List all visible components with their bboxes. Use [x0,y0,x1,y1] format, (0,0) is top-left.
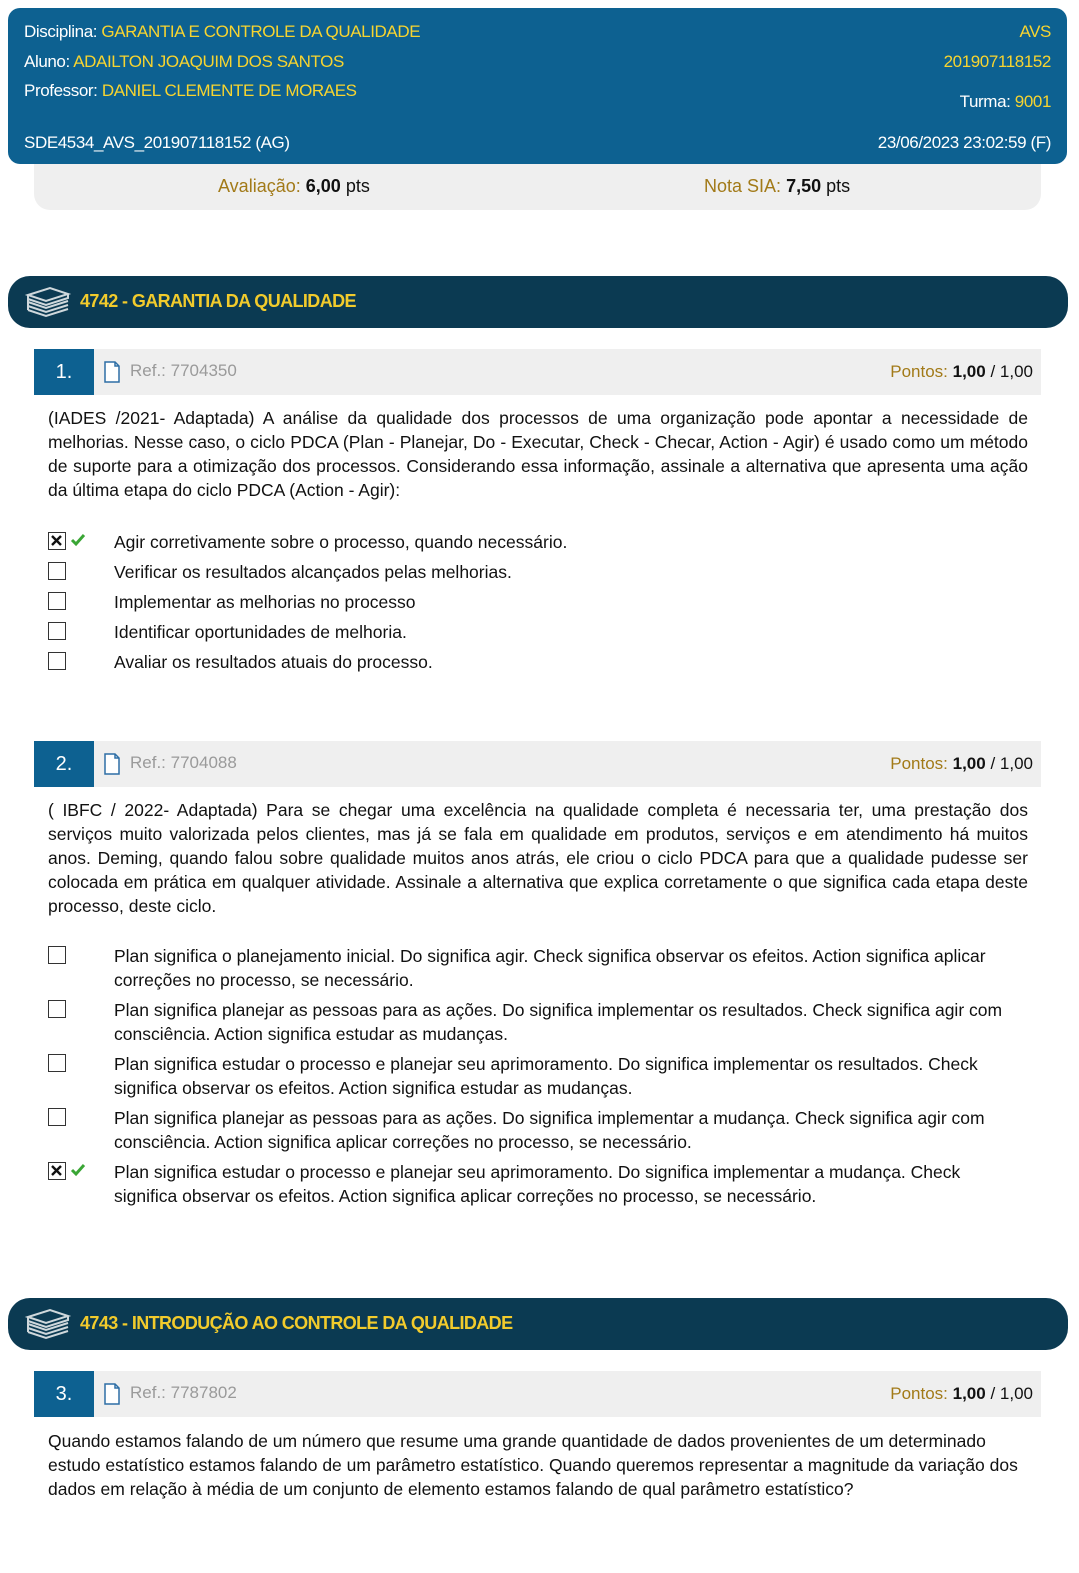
question-ref: Ref.: 7704350 [130,361,237,380]
question-text: Quando estamos falando de um número que resume uma grande quantidade de dados provenientes de um determinado estudo estatístico estamos falando de um parâmetro estatístico. Quando queremos representar a magnitude da variação dos dados em relação à média de um conjunto de elemento estamos falando de qual parâmetro estatístico? [48,1431,1018,1499]
exam-type: AVS [1019,22,1051,41]
question-header [34,741,1041,787]
document-icon [104,753,120,775]
question-number: 1. [34,349,94,395]
correct-check-icon [70,1163,86,1177]
checkbox-checked[interactable] [48,532,66,550]
matricula: 201907118152 [943,52,1051,71]
option-text: Implementar as melhorias no processo [114,592,416,612]
nota-sia-value: 7,50 [786,176,822,196]
turma-value: 9001 [1014,92,1051,111]
professor-row [24,81,357,101]
option-text: Plan significa planejar as pessoas para as ações. Do significa implementar a mudança. Check significa agir com consciência. Action significa aplicar correções no processo, se necessário. [114,1108,985,1152]
option-text: Plan significa planejar as pessoas para as ações. Do significa implementar os resultados. Check significa agir com consciência. Action significa estudar as mudanças. [114,1000,1003,1044]
professor-value: DANIEL CLEMENTE DE MORAES [101,81,357,100]
option-text: Plan significa estudar o processo e planejar seu aprimoramento. Do significa implementar a mudança. Check significa observar os efeitos. Action significa aplicar correções no processo, se necessário. [114,1162,961,1206]
option-text: Plan significa o planejamento inicial. Do significa agir. Check significa observar os efeitos. Action significa aplicar correções no processo, se necessário. [114,946,986,990]
points-max: / 1,00 [990,754,1033,773]
checkbox[interactable] [48,1108,66,1126]
aluno-label: Aluno: [24,52,70,71]
checkbox[interactable] [48,562,66,580]
points-label: Pontos: [890,362,948,381]
points-value: 1,00 [952,1384,986,1403]
aluno-value: ADAILTON JOAQUIM DOS SANTOS [73,52,344,71]
question-points [890,362,1033,382]
nota-sia-score [704,176,850,197]
checkbox-checked[interactable] [48,1162,66,1180]
checkbox[interactable] [48,592,66,610]
option-text: Plan significa estudar o processo e planejar seu aprimoramento. Do significa implementar os resultados. Check significa observar os efeitos. Action significa estudar as mudanças. [114,1054,978,1098]
section-title: 4743 - INTRODUÇÃO AO CONTROLE DA QUALIDADE [80,1313,513,1333]
avaliacao-value: 6,00 [305,176,341,196]
option-text: Agir corretivamente sobre o processo, quando necessário. [114,532,568,552]
exam-datetime: 23/06/2023 23:02:59 (F) [877,133,1051,152]
exam-code: SDE4534_AVS_201907118152 (AG) [24,133,290,152]
question-text: ( IBFC / 2022- Adaptada) Para se chegar uma excelência na qualidade completa é necessaria ter, uma prestação dos serviços muito valorizada pelos clientes, mas já se fala em qualidade em produtos, serviços e em atendimento há muitos anos. Deming, quando falou sobre qualidade muitos anos atrás, ele criou o ciclo PDCA para que a qualidade pudesse ser colocada em prática em qualquer atividade. Assinale a alternativa que explica corretamente o que significa cada etapa deste processo, deste ciclo. [48,800,1028,916]
points-max: / 1,00 [990,362,1033,381]
question-ref: Ref.: 7704088 [130,753,237,772]
aluno-row [24,52,344,72]
points-value: 1,00 [952,362,986,381]
nota-sia-unit: pts [826,176,851,196]
checkbox[interactable] [48,652,66,670]
books-icon [24,285,72,319]
checkbox[interactable] [48,1000,66,1018]
question-text: (IADES /2021- Adaptada) A análise da qualidade dos processos de uma organização pode apontar a necessidade de melhorias. Nesse caso, o ciclo PDCA (Plan - Planejar, Do - Executar, Check - Checar, Action - Agir) é usado como um método de suporte para a otimização dos processos. Considerando essa informação, assinale a alternativa que apresenta uma ação da última etapa do ciclo PDCA (Action - Agir): [48,408,1028,500]
score-bar [34,164,1041,210]
section-header [8,1298,1068,1350]
avaliacao-score [218,176,370,197]
checkbox[interactable] [48,946,66,964]
disciplina-value: GARANTIA E CONTROLE DA QUALIDADE [101,22,421,41]
section-header [8,276,1068,328]
question-header [34,1371,1041,1417]
document-icon [104,1383,120,1405]
avaliacao-unit: pts [345,176,370,196]
question-number: 2. [34,741,94,787]
books-icon [24,1307,72,1341]
section-title: 4742 - GARANTIA DA QUALIDADE [80,291,356,311]
x-mark-icon [49,1163,64,1178]
nota-sia-label: Nota SIA: [704,176,782,196]
disciplina-label: Disciplina: [24,22,98,41]
x-mark-icon [49,533,64,548]
turma-label: Turma: [959,92,1011,111]
option-text: Identificar oportunidades de melhoria. [114,622,407,642]
checkbox[interactable] [48,1054,66,1072]
checkbox[interactable] [48,622,66,640]
question-points [890,754,1033,774]
exam-header [8,8,1067,164]
question-number: 3. [34,1371,94,1417]
points-value: 1,00 [952,754,986,773]
option-text: Verificar os resultados alcançados pelas melhorias. [114,562,512,582]
turma-row [960,92,1051,112]
avaliacao-label: Avaliação: [218,176,301,196]
question-header [34,349,1041,395]
document-icon [104,361,120,383]
option-text: Avaliar os resultados atuais do processo. [114,652,433,672]
points-label: Pontos: [890,754,948,773]
points-label: Pontos: [890,1384,948,1403]
disciplina-row [24,22,420,42]
professor-label: Professor: [24,81,98,100]
question-points [890,1384,1033,1404]
points-max: / 1,00 [990,1384,1033,1403]
question-ref: Ref.: 7787802 [130,1383,237,1402]
correct-check-icon [70,533,86,547]
